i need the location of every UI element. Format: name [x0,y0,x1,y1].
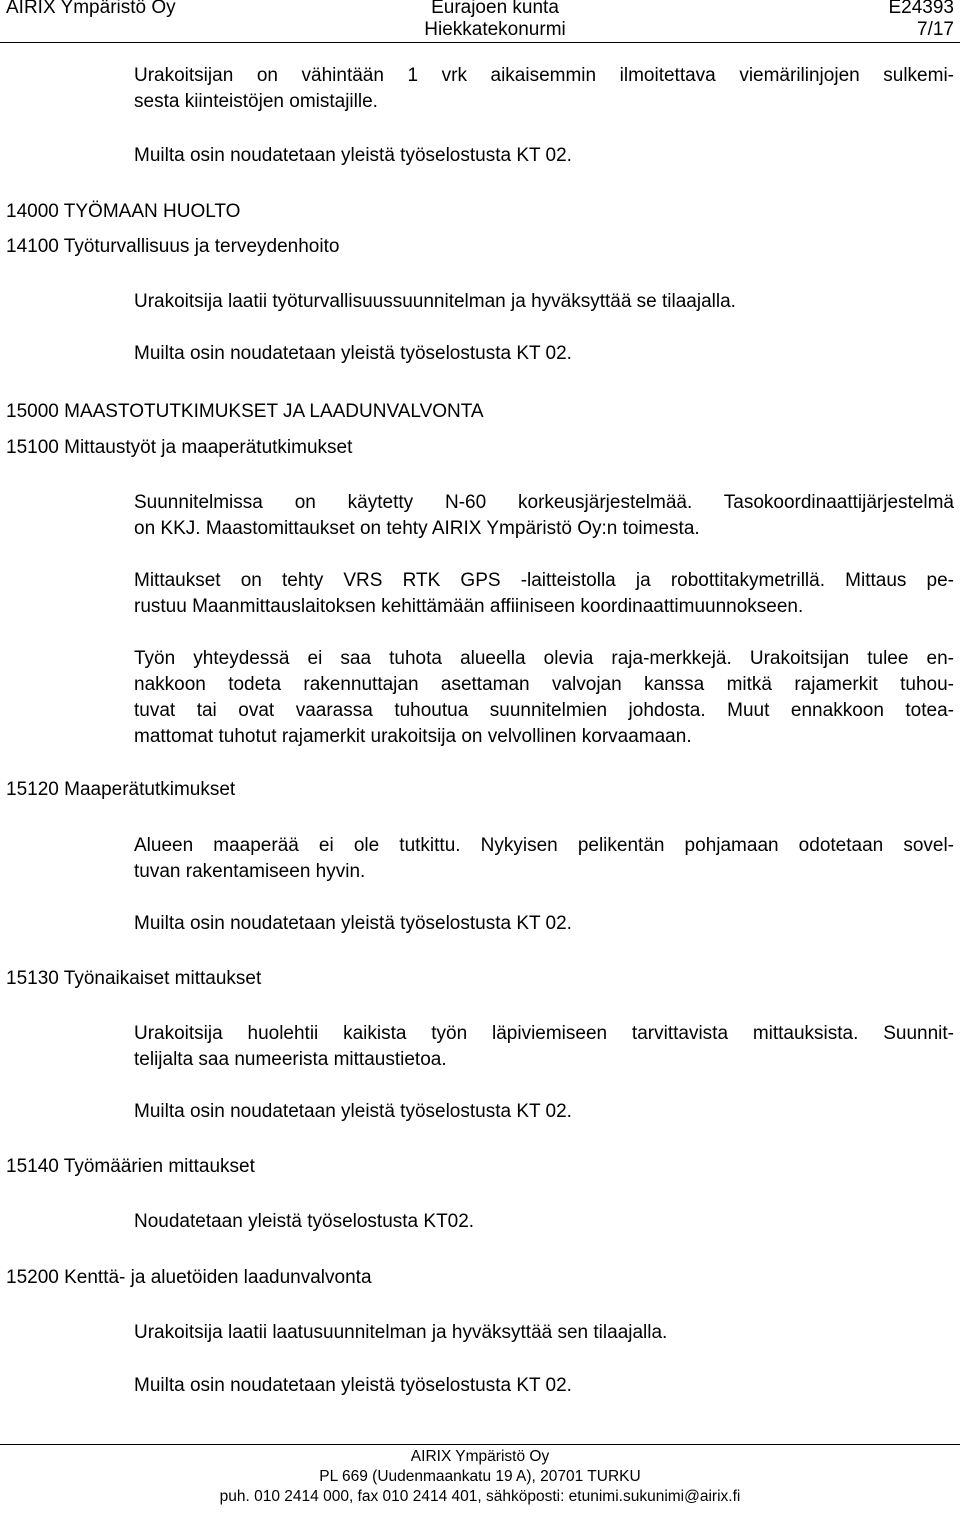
paragraph: Muilta osin noudatetaan yleistä työselostusta KT 02. [134,1101,572,1122]
header-title [385,0,605,41]
header-page-number: 7/17 [917,19,954,40]
paragraph-line: Alueen maaperää ei ole tutkittu. Nykyisen pelikentän pohjamaan odotetaan sovel- [134,835,954,856]
paragraph-line: Urakoitsija huolehtii kaikista työn läpiviemiseen tarvittavista mittauksista. Suunnit- [134,1023,954,1044]
header-doc-code: E24393 [888,0,954,18]
page-header [0,0,960,44]
paragraph [134,646,954,750]
subsection-heading: 15140 Työmäärien mittaukset [6,1156,255,1177]
paragraph-line: nakkoon todeta rakennuttajan asettaman valvojan kanssa mitkä rajamerkit tuhou- [134,674,954,695]
footer-address: PL 669 (Uudenmaankatu 19 A), 20701 TURKU [319,1468,641,1485]
paragraph-line: telijalta saa numeerista mittaustietoa. [134,1049,447,1070]
paragraph: Muilta osin noudatetaan yleistä työselostusta KT 02. [134,145,572,166]
paragraph-line: on KKJ. Maastomittaukset on tehty AIRIX Ympäristö Oy:n toimesta. [134,518,700,539]
paragraph-line: Työn yhteydessä ei saa tuhota alueella olevia raja-merkkejä. Urakoitsijan tulee en- [134,648,954,669]
paragraph-line: mattomat tuhotut rajamerkit urakoitsija on velvollinen korvaamaan. [134,726,692,747]
subsection-heading: 15200 Kenttä- ja aluetöiden laadunvalvonta [6,1267,372,1288]
paragraph-line: Urakoitsijan on vähintään 1 vrk aikaisemmin ilmoitettava viemärilinjojen sulkemi- [134,65,954,86]
paragraph [134,490,954,542]
subsection-heading: 14100 Työturvallisuus ja terveydenhoito [6,236,340,257]
paragraph: Muilta osin noudatetaan yleistä työselostusta KT 02. [134,343,572,364]
header-municipality: Eurajoen kunta [431,0,559,18]
section-heading: 15000 MAASTOTUTKIMUKSET JA LAADUNVALVONTA [6,401,484,422]
subsection-heading: 15130 Työnaikaiset mittaukset [6,968,262,989]
footer-contact: puh. 010 2414 000, fax 010 2414 401, sähköposti: etunimi.sukunimi@airix.fi [219,1488,741,1505]
header-company: AIRIX Ympäristö Oy [6,0,176,18]
paragraph-line: Mittaukset on tehty VRS RTK GPS -laitteistolla ja robottitakymetrillä. Mittaus pe- [134,570,954,591]
header-right [888,0,954,41]
paragraph [134,1021,954,1073]
paragraph-line: Suunnitelmissa on käytetty N-60 korkeusjärjestelmää. Tasokoordinaattijärjestelmä [134,492,954,513]
paragraph-line: rustuu Maanmittauslaitoksen kehittämään affiiniseen koordinaattimuunnokseen. [134,596,804,617]
section-heading: 14000 TYÖMAAN HUOLTO [6,201,241,222]
paragraph: Muilta osin noudatetaan yleistä työselostusta KT 02. [134,913,572,934]
paragraph [134,568,954,620]
paragraph [134,63,954,115]
paragraph: Muilta osin noudatetaan yleistä työselostusta KT 02. [134,1375,572,1396]
header-divider [0,42,960,43]
subsection-heading: 15100 Mittaustyöt ja maaperätutkimukset [6,437,353,458]
footer-company: AIRIX Ympäristö Oy [410,1448,550,1465]
paragraph-line: tuvat tai ovat vaarassa tuhoutua suunnitelmien johdosta. Muut ennakkoon totea- [134,700,954,721]
paragraph-line: sesta kiinteistöjen omistajille. [134,91,378,112]
paragraph: Urakoitsija laatii laatusuunnitelman ja hyväksyttää sen tilaajalla. [134,1322,668,1343]
paragraph [134,833,954,885]
paragraph-line: tuvan rakentamiseen hyvin. [134,861,366,882]
page-footer [0,1447,960,1507]
paragraph: Noudatetaan yleistä työselostusta KT02. [134,1211,475,1232]
footer-divider [0,1444,960,1445]
subsection-heading: 15120 Maaperätutkimukset [6,779,236,800]
header-project: Hiekkatekonurmi [424,19,566,40]
paragraph: Urakoitsija laatii työturvallisuussuunnitelman ja hyväksyttää se tilaajalla. [134,291,736,312]
